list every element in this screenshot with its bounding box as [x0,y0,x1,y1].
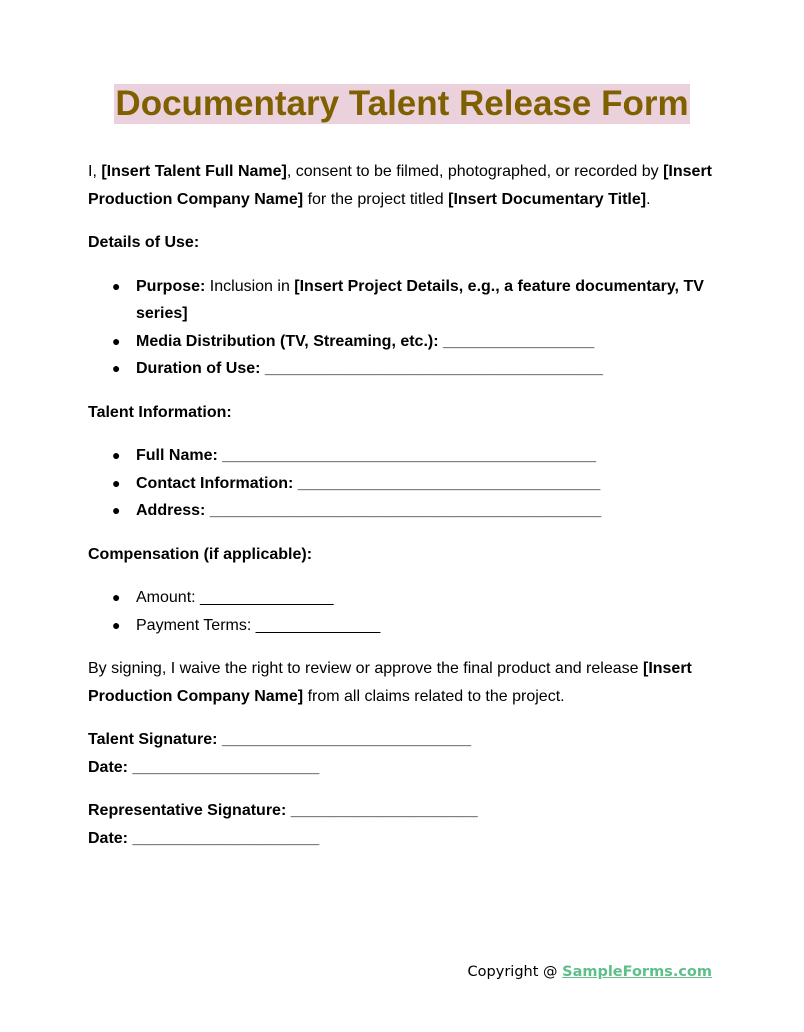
bullet-icon: ● [112,502,121,518]
waiver-paragraph [88,655,716,710]
bullet-icon: ● [112,474,121,491]
title-wrap [88,84,716,124]
compensation-heading: Compensation (if applicable): [88,545,313,563]
duration-field: Duration of Use: ______________________________________ [136,360,604,377]
list-item-media [88,328,716,356]
bullet-icon: ● [112,616,121,633]
purpose-label: Purpose: [136,277,206,295]
bullet-icon: ● [112,589,121,605]
copyright-footer [468,964,712,980]
page-title: Documentary Talent Release Form [115,84,689,123]
representative-date-field: Date: _____________________ [88,829,320,847]
address-field: Address: ____________________________________________ [136,502,602,519]
company-placeholder: [Insert Production Company Name] [88,163,712,208]
bullet-icon: ● [112,447,121,463]
documentary-title-placeholder: [Insert Documentary Title] [448,190,647,208]
bullet-icon: ● [112,277,121,294]
document-page [88,84,716,852]
talent-name-placeholder: [Insert Talent Full Name] [101,163,287,180]
bullet-icon: ● [112,360,121,376]
intro-paragraph [88,158,716,213]
waiver-text-2: from all claims related to the project. [303,687,565,705]
list-item-amount [88,584,716,612]
list-item-purpose [88,273,716,328]
intro-text-4: . [646,190,651,208]
intro-text-1: I, [88,163,102,180]
list-item-full-name [88,442,716,470]
representative-signature-field: Representative Signature: _____________________ [88,802,478,819]
intro-text-3: for the project titled [303,190,449,208]
full-name-field: Full Name: __________________________________________ [136,447,596,464]
purpose-text: Inclusion in [205,277,295,295]
details-of-use-list [88,273,716,383]
intro-text-2: , consent to be filmed, photographed, or recorded by [286,163,664,180]
list-item-contact [88,470,716,498]
talent-signature-field: Talent Signature: ____________________________ [88,731,472,748]
list-item-address [88,497,716,525]
details-of-use-heading: Details of Use: [88,234,200,251]
talent-information-list [88,442,716,525]
bullet-icon: ● [112,332,121,349]
amount-field: Amount: _______________ [136,589,334,606]
sampleforms-link[interactable]: SampleForms.com [562,964,712,980]
waiver-text-1: By signing, I waive the right to review or approve the final product and release [88,660,643,677]
contact-information-field: Contact Information: __________________________________ [136,474,601,492]
media-distribution-field: Media Distribution (TV, Streaming, etc.): _________________ [136,332,595,350]
list-item-payment-terms [88,612,716,640]
payment-terms-field: Payment Terms: ______________ [136,616,381,634]
talent-information-heading: Talent Information: [88,403,232,421]
copyright-text: Copyright @ [467,964,563,980]
talent-date-field: Date: _____________________ [88,758,320,776]
waiver-company-placeholder: [Insert Production Company Name] [88,660,692,705]
list-item-duration [88,355,716,383]
purpose-placeholder: [Insert Project Details, e.g., a feature documentary, TV series] [136,277,704,322]
compensation-list [88,584,716,639]
